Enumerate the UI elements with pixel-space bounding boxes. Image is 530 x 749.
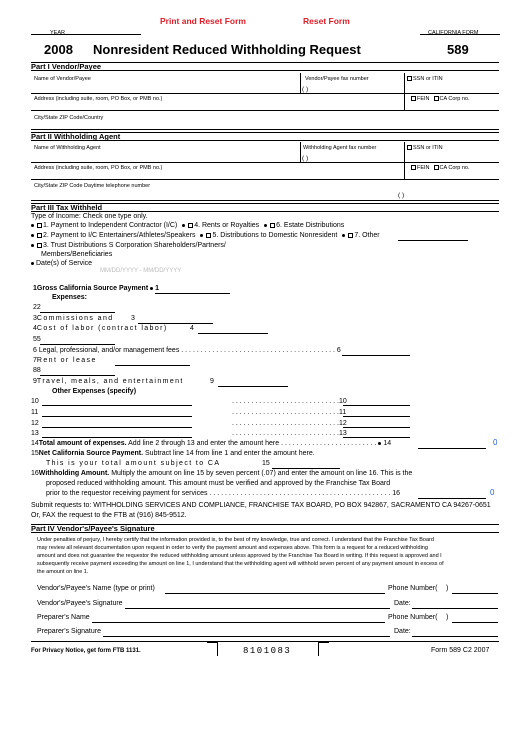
divider bbox=[300, 73, 301, 93]
vendor-sig-input[interactable] bbox=[125, 608, 390, 609]
preparer-date-input[interactable] bbox=[412, 636, 498, 637]
barcode-bracket-right bbox=[318, 642, 319, 656]
line2-num: 22 bbox=[33, 304, 41, 311]
line14-amount[interactable] bbox=[418, 448, 486, 449]
vendor-fein-option[interactable] bbox=[410, 96, 470, 102]
part2-title: Withholding Agent bbox=[53, 132, 121, 141]
penalty-text-4: subsequently receive payment exceeding the amount on line 1, I understand that the withholding agent will withhold seven percent of any payment amount in excess of bbox=[37, 561, 444, 567]
bullet bbox=[31, 262, 34, 265]
bullet bbox=[150, 287, 153, 290]
row-rule bbox=[31, 93, 499, 94]
income-row-3 bbox=[31, 242, 226, 250]
line16-text-3: prior to the requestor receiving payment for services bbox=[46, 490, 208, 497]
part1-num: Part I bbox=[31, 62, 50, 71]
line1-amount[interactable] bbox=[155, 293, 230, 294]
expenses-label: Expenses: bbox=[52, 294, 88, 301]
preparer-phone-input[interactable] bbox=[452, 622, 498, 623]
vendor-date-input[interactable] bbox=[412, 608, 498, 609]
preparer-date-label: Date: bbox=[394, 628, 411, 635]
row-rule bbox=[31, 179, 499, 180]
line6-row: 6 Legal, professional, and/or management fees . . . . . . . . . . . . . . . . . . . . . . . . . . . . . . . . . . . . . . . . 6 bbox=[33, 347, 341, 354]
vendor-fein-label: FEIN bbox=[417, 96, 430, 102]
divider bbox=[404, 73, 405, 93]
line4-label: Cost of labor (contract labor) bbox=[36, 325, 168, 332]
line7-row: 7Rent or lease bbox=[33, 357, 97, 364]
line8-num: 88 bbox=[33, 367, 41, 374]
bullet bbox=[31, 234, 34, 237]
bullet bbox=[200, 234, 203, 237]
penalty-text-2: may review all relevant documentation upon request in order to verify the payment amount and expenses above. This form is a request for a reduced withholding bbox=[37, 545, 428, 551]
agent-fax-parens: ( ) bbox=[302, 155, 309, 162]
line6-amount[interactable] bbox=[342, 355, 410, 356]
print-reset-button[interactable]: Print and Reset Form bbox=[160, 16, 246, 26]
line16-text-2: proposed reduced withholding amount. This amount must be verified and approved by the Franchise Tax Board bbox=[46, 480, 391, 487]
vendor-address-label: Address (including suite, room, PO Box, or PMB no.) bbox=[34, 96, 163, 102]
date-service-row bbox=[31, 260, 92, 268]
line15-row: 15Net California Source Payment. Subtract line 14 from line 1 and enter the amount here. bbox=[31, 450, 315, 457]
bullet bbox=[342, 234, 345, 237]
vendor-fax-parens: ( ) bbox=[302, 86, 309, 93]
line12-desc[interactable] bbox=[42, 427, 192, 428]
vendor-phone-input[interactable] bbox=[452, 593, 498, 594]
line13-num: 13 bbox=[31, 430, 39, 437]
bullet bbox=[182, 224, 185, 227]
submit-fax: Or, FAX the request to the FTB at (916) 845-9512. bbox=[31, 512, 187, 519]
part3-header bbox=[31, 203, 499, 212]
opt3-label: 3. Trust Distributions S Corporation Shareholders/Partners/ bbox=[43, 242, 226, 249]
line12-amount[interactable] bbox=[343, 427, 410, 428]
vendor-name-input[interactable] bbox=[165, 593, 385, 594]
preparer-phone-label: Phone Number( bbox=[388, 614, 438, 621]
vendor-name-label: Vendor's/Payee's Name (type or print) bbox=[37, 585, 155, 592]
agent-ssn-option[interactable] bbox=[406, 145, 443, 151]
agent-name-label: Name of Withholding Agent bbox=[34, 145, 101, 151]
divider bbox=[404, 162, 405, 179]
row-rule bbox=[31, 200, 499, 201]
line4-amount[interactable] bbox=[198, 333, 268, 334]
opt1-checkbox[interactable] bbox=[37, 223, 42, 228]
vendor-phone-label: Phone Number( bbox=[388, 585, 438, 592]
part4-header bbox=[31, 524, 499, 533]
line13-leader: . . . . . . . . . . . . . . . . . . . . . . . . . . . .13 bbox=[232, 430, 347, 437]
part2-num: Part II bbox=[31, 132, 52, 141]
line5-num: 55 bbox=[33, 336, 41, 343]
line11-num: 11 bbox=[31, 409, 39, 416]
opt6-label: 6. Estate Distributions bbox=[276, 222, 345, 229]
vendor-phone-text: Phone Number bbox=[388, 585, 436, 592]
bottom-rule bbox=[31, 641, 499, 642]
preparer-name-input[interactable] bbox=[92, 622, 385, 623]
opt2-checkbox[interactable] bbox=[37, 233, 42, 238]
line5-amount[interactable] bbox=[40, 344, 115, 345]
row-rule bbox=[31, 162, 499, 163]
preparer-name-label: Preparer's Name bbox=[37, 614, 90, 621]
line16-title: Withholding Amount. bbox=[38, 470, 110, 477]
line7-label: Rent or lease bbox=[36, 357, 97, 364]
bullet bbox=[378, 442, 381, 445]
preparer-phone-text: Phone Number bbox=[388, 614, 436, 621]
line3-row: 3Commissions and bbox=[33, 315, 114, 322]
line16-text: Multiply the amount on line 15 by seven percent (.07) and enter the amount on line 16. This is the bbox=[111, 470, 413, 477]
divider bbox=[404, 93, 405, 110]
bullet bbox=[264, 224, 267, 227]
form-number: 589 bbox=[447, 42, 469, 57]
vendor-ssn-label: SSN or ITIN bbox=[413, 76, 443, 82]
year-label: YEAR bbox=[50, 30, 65, 36]
opt2-label: 2. Payment to I/C Entertainers/Athletes/Speakers bbox=[43, 232, 196, 239]
opt5-label: 5. Distributions to Domestic Nonresident bbox=[212, 232, 338, 239]
line8-amount[interactable] bbox=[40, 375, 115, 376]
line7-amount[interactable] bbox=[115, 365, 190, 366]
opt3-label-cont: Members/Beneficiaries bbox=[41, 251, 113, 258]
preparer-sig-input[interactable] bbox=[103, 636, 390, 637]
line15-title: Net California Source Payment. bbox=[38, 450, 144, 457]
california-form-label: CALIFORNIA FORM bbox=[428, 30, 479, 36]
part3-num: Part III bbox=[31, 203, 54, 212]
type-income-label: Type of Income: Check one type only. bbox=[31, 213, 148, 220]
part1-title: Vendor/Payee bbox=[51, 62, 102, 71]
part4-num: Part IV bbox=[31, 524, 55, 533]
opt6-checkbox[interactable] bbox=[270, 223, 275, 228]
agent-phone-parens: ( ) bbox=[398, 192, 405, 199]
vendor-date-label: Date: bbox=[394, 600, 411, 607]
line10-desc[interactable] bbox=[42, 405, 192, 406]
line9-amount[interactable] bbox=[218, 386, 288, 387]
opt1-label: 1. Payment to Independent Contractor (I/C) bbox=[43, 222, 178, 229]
barcode-bracket-top-right bbox=[318, 642, 329, 643]
penalty-text-3: amount and does not guarantee the requestor the reduced withholding amount unless approved by the Franchise Tax Board in writing. If this request is approved and I bbox=[37, 553, 442, 559]
line14-title: Total amount of expenses. bbox=[38, 440, 127, 447]
line11-desc[interactable] bbox=[42, 416, 192, 417]
line15-subtext: This is your total amount subject to CA bbox=[46, 460, 221, 467]
line14-text: Add line 2 through 13 and enter the amount here bbox=[128, 440, 280, 447]
vendor-ssn-option[interactable] bbox=[406, 76, 443, 82]
barcode-bracket-top-left bbox=[207, 642, 218, 643]
line1-label: 1Gross California Source Payment 1 bbox=[33, 285, 160, 292]
row-rule bbox=[31, 129, 499, 130]
preparer-phone-close: ) bbox=[446, 614, 449, 621]
vendor-sig-label: Vendor's/Payee's Signature bbox=[37, 600, 123, 607]
opt7-label: 7. Other bbox=[354, 232, 380, 239]
part2-header bbox=[31, 132, 499, 141]
vendor-cacorp-label: CA Corp no. bbox=[439, 96, 470, 102]
part3-title: Tax Withheld bbox=[56, 203, 103, 212]
line15-amount[interactable] bbox=[272, 468, 340, 469]
agent-fein-label: FEIN bbox=[417, 165, 430, 171]
line1-text: Gross California Source Payment bbox=[36, 285, 149, 292]
line11-amount[interactable] bbox=[343, 416, 410, 417]
submit-address: Submit requests to: WITHHOLDING SERVICES AND COMPLIANCE, FRANCHISE TAX BOARD, PO BOX 942867, SACRAMENTO CA 94267-0651 bbox=[31, 502, 491, 509]
line2-amount[interactable] bbox=[40, 312, 115, 313]
vendor-citystate-label: City/State ZIP Code/Country bbox=[34, 115, 104, 121]
form-id: Form 589 C2 2007 bbox=[431, 647, 490, 654]
other-exp-label: Other Expenses (specify) bbox=[52, 388, 137, 395]
opt7-checkbox[interactable] bbox=[348, 233, 353, 238]
opt4-checkbox[interactable] bbox=[188, 223, 193, 228]
agent-fax-label: Withholding Agent fax number bbox=[303, 145, 377, 151]
line16-value: 0 bbox=[490, 488, 495, 497]
line9-row: 9Travel, meals, and entertainment bbox=[33, 378, 184, 385]
line13-amount[interactable] bbox=[343, 437, 410, 438]
vendor-name-label: Name of Vendor/Payee bbox=[34, 76, 91, 82]
line14-value: 0 bbox=[493, 438, 498, 447]
other-rule bbox=[398, 240, 468, 241]
opt5-checkbox[interactable] bbox=[206, 233, 211, 238]
agent-citystate-label: City/State ZIP Code Daytime telephone number bbox=[34, 183, 151, 189]
line9-label: Travel, meals, and entertainment bbox=[36, 378, 184, 385]
bullet bbox=[31, 244, 34, 247]
agent-ssn-label: SSN or ITIN bbox=[413, 145, 443, 151]
line15-text: Subtract line 14 from line 1 and enter the amount here. bbox=[145, 450, 315, 457]
agent-cacorp-label: CA Corp no. bbox=[439, 165, 470, 171]
line16-amount[interactable] bbox=[418, 498, 486, 499]
reset-form-button[interactable]: Reset Form bbox=[303, 16, 350, 26]
divider bbox=[404, 142, 405, 162]
preparer-date-text: Date bbox=[394, 628, 409, 635]
line16-row-3: prior to the requestor receiving payment for services . . . . . . . . . . . . . . . . . . . . . . . . . . . . . . . . . . . . . . . . . . . . . . . 16 bbox=[46, 490, 401, 497]
line10-num: 10 bbox=[31, 398, 39, 405]
date-service-input[interactable]: MM/DD/YYYY - MM/DD/YYYY bbox=[100, 268, 182, 274]
row-rule bbox=[31, 110, 499, 111]
line13-desc[interactable] bbox=[42, 437, 192, 438]
line9-num: 9 bbox=[210, 378, 214, 385]
agent-address-label: Address (including suite, room, PO Box, or PMB no.) bbox=[34, 165, 163, 171]
form-title: Nonresident Reduced Withholding Request bbox=[93, 42, 361, 57]
vendor-date-text: Date bbox=[394, 600, 409, 607]
preparer-sig-label: Preparer's Signature bbox=[37, 628, 101, 635]
line4-num: 4 bbox=[190, 325, 194, 332]
line10-leader: . . . . . . . . . . . . . . . . . . . . . . . . . . . .10 bbox=[232, 398, 347, 405]
penalty-text-5: the amount on line 1. bbox=[37, 569, 89, 575]
vendor-fax-label: Vendor/Payee fax number bbox=[305, 76, 369, 82]
divider bbox=[300, 142, 301, 162]
bullet bbox=[31, 224, 34, 227]
line16-row: 16Withholding Amount. Multiply the amount on line 15 by seven percent (.07) and enter the amount on line 16. This is the bbox=[31, 470, 413, 477]
income-row-2 bbox=[31, 232, 380, 240]
line15-num: 15 bbox=[262, 460, 270, 467]
vendor-phone-close: ) bbox=[446, 585, 449, 592]
line3-num: 3 bbox=[131, 315, 135, 322]
line11-leader: . . . . . . . . . . . . . . . . . . . . . . . . . . . .11 bbox=[232, 409, 347, 416]
income-row-1 bbox=[31, 222, 344, 230]
line10-amount[interactable] bbox=[343, 405, 410, 406]
part4-title: Vendor's/Payee's Signature bbox=[56, 524, 155, 533]
part1-header bbox=[31, 62, 499, 71]
line4-row: 4Cost of labor (contract labor) bbox=[33, 325, 168, 332]
line6-label: Legal, professional, and/or management fees bbox=[38, 347, 180, 354]
barcode-number: 8101083 bbox=[243, 646, 292, 656]
opt4-label: 4. Rents or Royalties bbox=[194, 222, 260, 229]
line12-num: 12 bbox=[31, 420, 39, 427]
form-year: 2008 bbox=[44, 42, 73, 57]
year-rule bbox=[31, 34, 141, 35]
penalty-text-1: Under penalties of perjury, I hereby certify that the information provided is, to the best of my knowledge, true and correct. I understand that the Franchise Tax Board bbox=[37, 537, 434, 543]
privacy-notice: For Privacy Notice, get form FTB 1131. bbox=[31, 648, 141, 654]
line3-label: Commissions and bbox=[36, 315, 114, 322]
barcode-bracket-left bbox=[217, 642, 218, 656]
date-service-label: Date(s) of Service bbox=[36, 260, 93, 267]
line12-leader: . . . . . . . . . . . . . . . . . . . . . . . . . . . .12 bbox=[232, 420, 347, 427]
line14-row: 14Total amount of expenses. Add line 2 through 13 and enter the amount here . . . . . . . . . . . . . . . . . . . . . . . . . 14 bbox=[31, 440, 392, 447]
line3-amount[interactable] bbox=[138, 323, 213, 324]
opt3-checkbox[interactable] bbox=[37, 243, 42, 248]
agent-fein-option[interactable] bbox=[410, 165, 470, 171]
